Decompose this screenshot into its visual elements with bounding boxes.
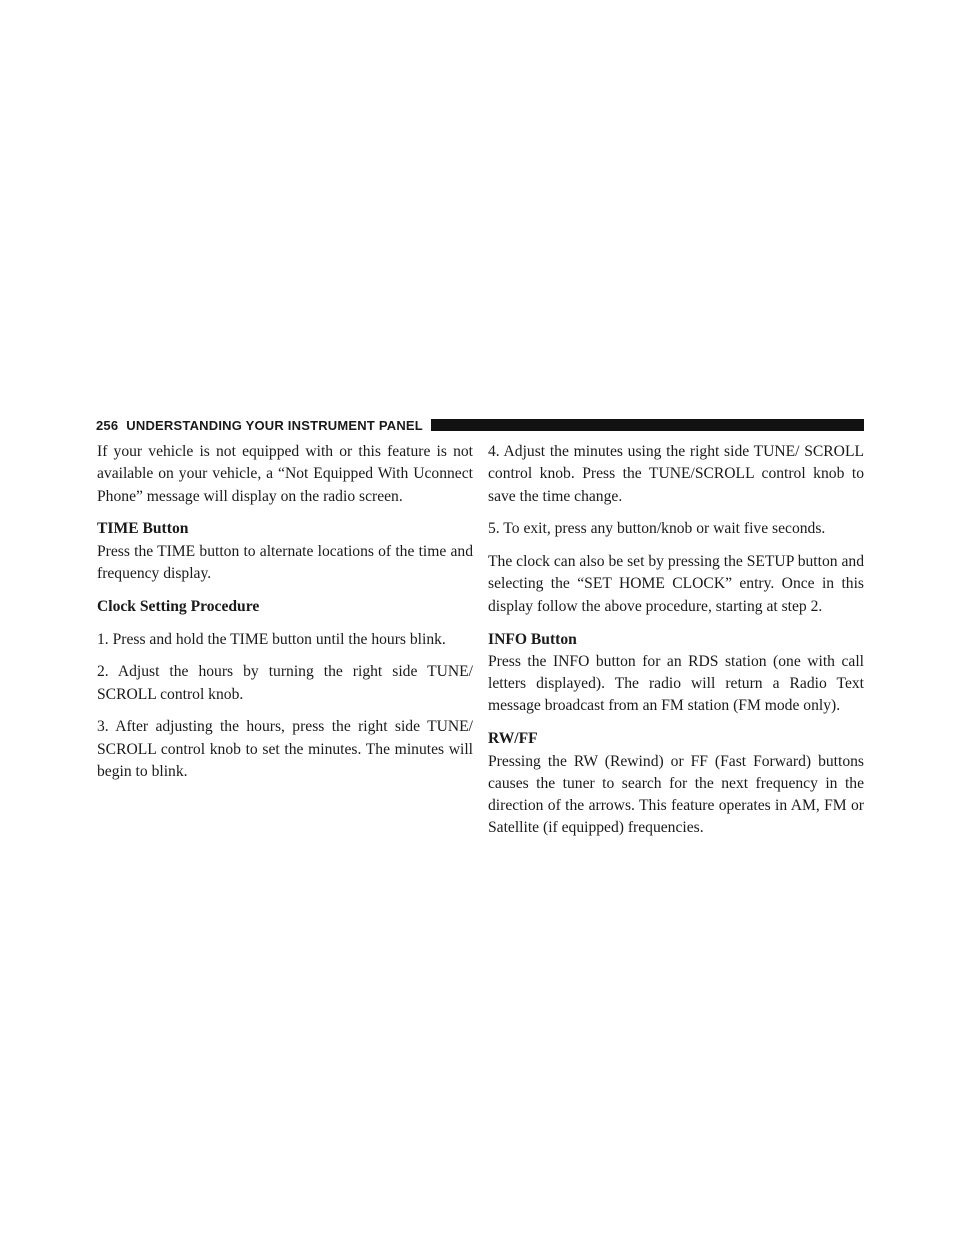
step-4-paragraph: 4. Adjust the minutes using the right side TUNE/ SCROLL control knob. Press the TUNE/SCROLL control knob to save the time change.	[488, 443, 864, 505]
right-column	[488, 441, 864, 850]
intro-paragraph: If your vehicle is not equipped with or this feature is not available on your vehicle, a “Not Equipped With Uconnect Phone” message will display on the radio screen.	[97, 443, 473, 505]
setup-note-paragraph: The clock can also be set by pressing the SETUP button and selecting the “SET HOME CLOCK” entry. Once in this display follow the above procedure, starting at step 2.	[488, 553, 864, 615]
left-column	[97, 441, 473, 794]
header-rule	[431, 419, 864, 431]
info-button-heading: INFO Button	[488, 630, 577, 648]
clock-setting-heading: Clock Setting Procedure	[97, 597, 260, 615]
page-header	[96, 418, 864, 432]
rw-ff-paragraph: Pressing the RW (Rewind) or FF (Fast Forward) buttons causes the tuner to search for the next frequency in the direction of the arrows. This feature operates in AM, FM or Satellite (if equipped) frequencies.	[488, 752, 864, 837]
page-number: 256	[96, 417, 119, 433]
time-button-heading: TIME Button	[97, 520, 189, 538]
step-1-paragraph: 1. Press and hold the TIME button until the hours blink.	[97, 630, 446, 648]
info-button-paragraph: Press the INFO button for an RDS station (one with call letters displayed). The radio will return a Radio Text message broadcast from an FM station (FM mode only).	[488, 652, 864, 715]
section-title: UNDERSTANDING YOUR INSTRUMENT PANEL	[126, 417, 423, 433]
step-5-paragraph: 5. To exit, press any button/knob or wait five seconds.	[488, 520, 826, 538]
step-2-paragraph: 2. Adjust the hours by turning the right side TUNE/ SCROLL control knob.	[97, 663, 473, 703]
step-3-paragraph: 3. After adjusting the hours, press the right side TUNE/ SCROLL control knob to set the minutes. The minutes will begin to blink.	[97, 718, 473, 781]
time-button-paragraph: Press the TIME button to alternate locations of the time and frequency display.	[97, 542, 473, 582]
rw-ff-heading: RW/FF	[488, 730, 538, 748]
